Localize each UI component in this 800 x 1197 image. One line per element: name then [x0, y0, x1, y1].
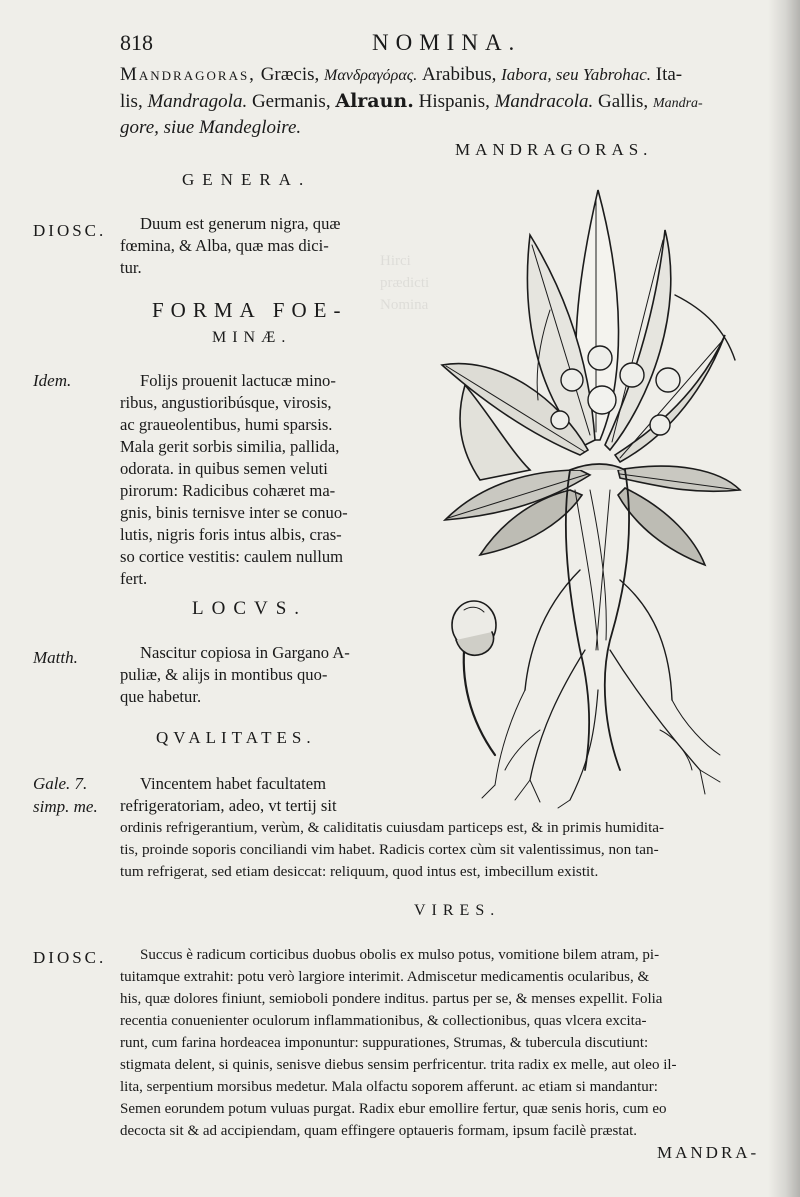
french-name: Mandra-	[652, 96, 703, 111]
running-head: NOMINA.	[372, 30, 522, 55]
mandrake-illustration	[420, 170, 760, 810]
german-name: Alraun.	[335, 90, 414, 112]
vires-text-3: his, quæ dolores finiunt, semioboli pondere inditus. partus per se, & menses expellit. Folia	[120, 991, 663, 1007]
heading-qualitates: QVALITATES.	[156, 728, 316, 747]
margin-note-diosc-2: DIOSC.	[33, 948, 107, 967]
forma-text-10: fert.	[120, 569, 148, 588]
forma-text-9: so cortice vestitis: caulem nullum	[120, 547, 344, 566]
names-text: Hispanis,	[413, 91, 495, 112]
figure-caption: MANDRAGORAS.	[455, 140, 653, 159]
heading-vires: VIRES.	[414, 902, 501, 919]
vires-text-8: Semen eorundem potum vuluas purgat. Radix ebur emollire fertur, quæ senis horis, cum eo	[120, 1101, 667, 1117]
forma-text-4: Mala gerit sorbis similia, pallida,	[120, 437, 340, 456]
italian-name: Mandragola.	[147, 91, 248, 112]
margin-note-galen-1: Gale. 7.	[33, 774, 88, 793]
folio-number: 818	[120, 30, 153, 55]
qualitates-text-2: refrigeratoriam, adeo, vt tertij sit	[120, 796, 337, 815]
greek-name: Μανδραγόρας.	[324, 67, 418, 84]
qualitates-text-3: ordinis refrigerantium, verùm, & caliditatis cuiusdam particeps est, & in primis humidita-	[120, 819, 665, 836]
forma-text-5: odorata. in quibus semen veluti	[120, 459, 328, 478]
forma-text-7: gnis, binis ternisve inter se conuo-	[120, 503, 348, 522]
qualitates-text-1: Vincentem habet facultatem	[140, 774, 327, 793]
heading-locus: LOCVS.	[192, 598, 308, 619]
genera-text-3: tur.	[120, 258, 142, 277]
names-line-3: gore, siue Mandegloire.	[120, 117, 302, 138]
leaf-cluster	[442, 190, 740, 565]
names-text: Arabibus,	[417, 64, 502, 85]
names-text: Ita-	[651, 64, 683, 85]
vires-text-6: stigmata delent, si quinis, senisve diebus sensim perfricentur. trita radix ex melle, aut oleo il-	[120, 1057, 677, 1073]
vires-text-4: recentia conuenienter oculorum inflammationibus, & collectionibus, quas vlcera excita-	[120, 1013, 647, 1029]
genera-text-2: fœmina, & Alba, quæ mas dici-	[120, 236, 329, 255]
heading-forma-2: MINÆ.	[212, 329, 292, 346]
heading-forma-1: FORMA FOE-	[152, 298, 348, 322]
catchword: MANDRA-	[657, 1143, 760, 1162]
margin-note-galen-2: simp. me.	[33, 797, 98, 816]
page-gutter-shadow	[768, 0, 800, 1197]
qualitates-text-5: tum refrigerat, sed etiam desiccat: reliquum, quod intus est, imbecillum existit.	[120, 863, 599, 880]
vires-text-9: decocta sit & ad accipiendam, quam effingere optaueris formam, ipsum facilè præstat.	[120, 1123, 638, 1139]
forma-text-2: ribus, angustioribúsque, virosis,	[120, 393, 332, 412]
names-line-1	[120, 64, 682, 86]
heading-genera: GENERA.	[182, 170, 312, 189]
locus-text-1: Nascitur copiosa in Gargano A-	[140, 643, 350, 662]
forma-text-3: ac graueolentibus, humi sparsis.	[120, 415, 333, 434]
forma-text-1: Folijs prouenit lactucæ mino-	[140, 371, 336, 390]
names-text: Germanis,	[247, 91, 336, 112]
vires-text-5: runt, cum farina hordeacea imponuntur: suppurationes, Strumas, & tubercula discutiunt:	[120, 1035, 649, 1051]
vires-text-7: lita, serpentium morsibus medetur. Mala olfactu soporem afferunt. ac etiam si mandantur:	[120, 1079, 658, 1095]
fruit-with-stalk	[452, 601, 496, 755]
genera-text-1: Duum est generum nigra, quæ	[140, 214, 341, 233]
vires-text-1: Succus è radicum corticibus duobus obolis ex mulso potus, vomitione bilem atram, pi-	[140, 947, 660, 963]
qualitates-text-4: tis, proinde soporis conciliandi vim habet. Radicis cortex cùm sit valentissimus, non tan-	[120, 841, 659, 858]
names-text: Gallis,	[593, 91, 653, 112]
locus-text-2: puliæ, & alijs in montibus quo-	[120, 665, 328, 684]
spanish-name: Mandracola.	[494, 91, 594, 112]
names-text: Græcis,	[255, 64, 325, 85]
names-line-2	[120, 90, 703, 113]
arabic-name: Iabora, seu Yabrohac.	[501, 65, 652, 84]
margin-note-matth: Matth.	[33, 648, 78, 667]
margin-note-idem: Idem.	[33, 371, 72, 390]
names-text: lis,	[120, 91, 148, 112]
show-through-text: Hirci prædicti Nomina	[380, 253, 430, 313]
forma-text-6: pirorum: Radicibus cohæret ma-	[120, 481, 336, 500]
lemma-caps: Mandragoras,	[120, 64, 256, 85]
vires-text-2: tuitamque extrahit: potu verò largiore interimit. Admiscetur medicamentis ocularibus, &	[120, 969, 650, 985]
locus-text-3: que habetur.	[120, 687, 202, 706]
margin-note-diosc: DIOSC.	[33, 221, 107, 240]
forma-text-8: lutis, nigris foris intus albis, cras-	[120, 525, 342, 544]
